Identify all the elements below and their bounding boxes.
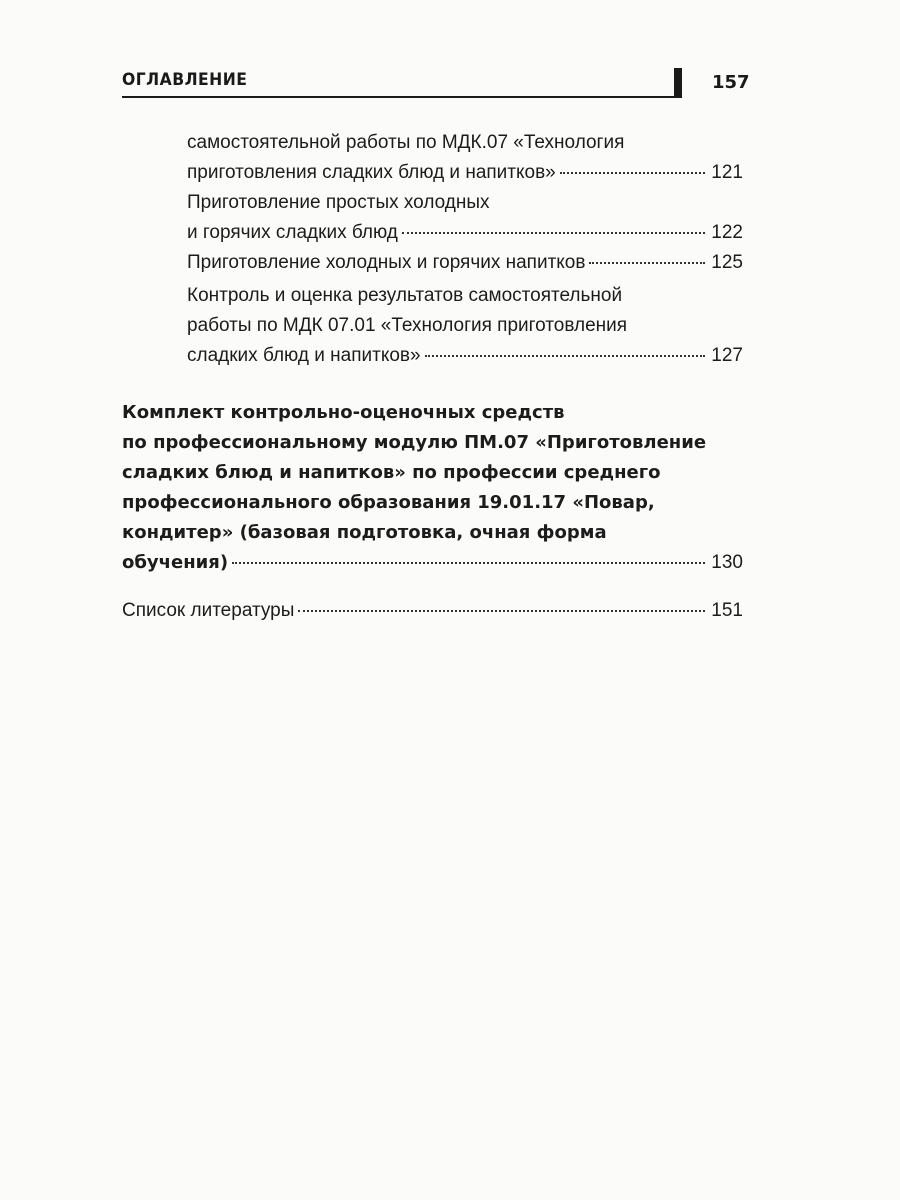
toc-entry-line: сладких блюд и напитков»: [187, 345, 421, 366]
running-header: [122, 62, 754, 102]
toc-entry-last-line: [187, 341, 743, 371]
toc-page-number: 130: [711, 552, 743, 573]
toc-entry-line: работы по МДК 07.01 «Технология приготовления: [187, 315, 628, 336]
toc-entry-line: Комплект контрольно-оценочных средств: [122, 402, 565, 423]
toc-entry-line: самостоятельной работы по МДК.07 «Технология: [187, 132, 625, 153]
toc-entry-bibliography: [122, 596, 743, 626]
toc-entry: [187, 281, 743, 371]
page-number: 157: [712, 72, 750, 93]
toc-page-number: 151: [711, 600, 743, 621]
toc-entry: [187, 128, 743, 188]
toc-entry-line: и горячих сладких блюд: [187, 222, 398, 243]
toc-entry-line: приготовления сладких блюд и напитков»: [187, 162, 556, 183]
toc-entry: [187, 188, 743, 248]
toc-entry-line: Контроль и оценка результатов самостоятельной: [187, 285, 623, 306]
running-title: ОГЛАВЛЕНИЕ: [122, 70, 248, 90]
dot-leader: [402, 232, 705, 234]
toc-entry-last-line: [187, 248, 743, 278]
toc-entry-last-line: [187, 158, 743, 188]
toc-entry-line: сладких блюд и напитков» по профессии среднего: [122, 462, 661, 483]
dot-leader: [589, 262, 705, 264]
toc-entry-last-line: [122, 596, 743, 626]
header-rule: [122, 96, 680, 98]
toc-entry-line: по профессиональному модулю ПМ.07 «Приготовление: [122, 432, 707, 453]
toc-page-number: 125: [711, 252, 743, 273]
dot-leader: [425, 355, 706, 357]
toc-entry-last-line: [122, 548, 743, 578]
dot-leader: [560, 172, 706, 174]
toc-entry-last-line: [187, 218, 743, 248]
header-bar-mark: [674, 68, 682, 98]
toc-entry-major: [122, 398, 743, 578]
toc-page-number: 122: [711, 222, 743, 243]
toc-entry-line: Приготовление простых холодных: [187, 192, 490, 213]
toc-entry-line: Список литературы: [122, 600, 295, 621]
toc-entry-line: обучения): [122, 552, 229, 573]
toc-entry-line: кондитер» (базовая подготовка, очная форма: [122, 522, 607, 543]
toc-page-number: 121: [711, 162, 743, 183]
dot-leader: [298, 610, 705, 612]
toc-page-number: 127: [711, 345, 743, 366]
toc-entry-line: профессионального образования 19.01.17 «Повар,: [122, 492, 655, 513]
toc-entry-line: Приготовление холодных и горячих напитков: [187, 252, 586, 273]
toc-entry: [187, 248, 743, 278]
dot-leader: [232, 562, 705, 564]
